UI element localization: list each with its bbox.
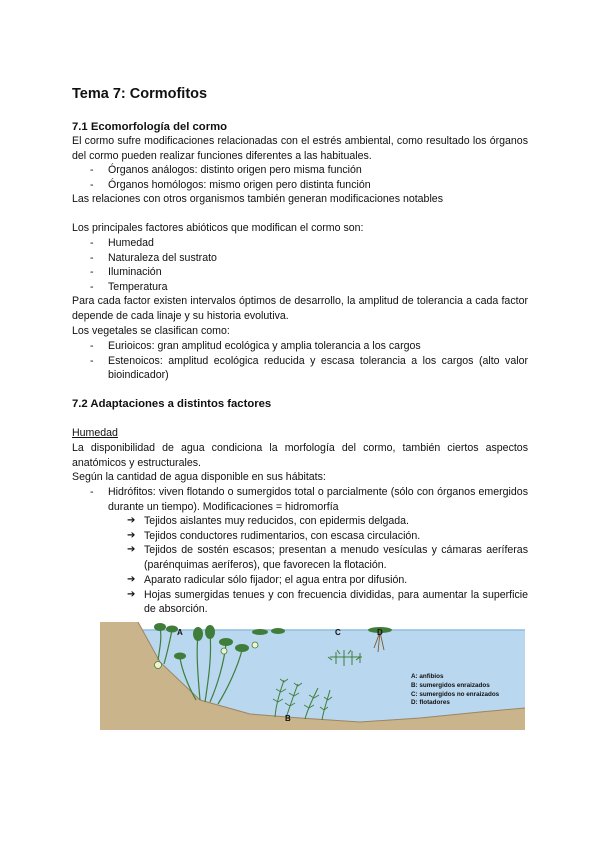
relations-text: Las relaciones con otros organismos también generan modificaciones notables <box>72 193 443 205</box>
modifications-list <box>127 514 528 617</box>
classes-list <box>90 339 528 383</box>
list-item: - Órganos análogos: distinto origen pero misma función <box>90 163 528 178</box>
figure-letter-a: A <box>177 628 183 637</box>
section-1-heading: 7.1 Ecomorfología del cormo <box>72 121 228 133</box>
legend-item: A: anfibios <box>411 673 444 680</box>
list-item: - Iluminación <box>90 265 528 280</box>
list-item: ➔ Tejidos de sostén escasos; presentan a menudo vesículas y cámaras aeríferas (parénquimas aeríferos), que favorecen la flotación. <box>127 543 528 572</box>
figure-letter-b: B <box>285 714 291 723</box>
tolerance-text: Para cada factor existen intervalos óptimos de desarrollo, la amplitud de tolerancia a cada factor depende de cada linaje y su historia evolutiva. <box>72 295 528 322</box>
list-item: - Hidrófitos: viven flotando o sumergidos total o parcialmente (sólo con órganos emergidos durante un tiempo). Modificaciones = hidromorfía <box>90 485 528 514</box>
list-item: - Temperatura <box>90 280 528 295</box>
list-item: ➔ Tejidos conductores rudimentarios, con escasa circulación. <box>127 529 528 544</box>
legend-item: C: sumergidos no enraizados <box>411 690 500 698</box>
list-item: ➔ Tejidos aislantes muy reducidos, con epidermis delgada. <box>127 514 528 529</box>
humidity-intro: La disponibilidad de agua condiciona la morfología del cormo, también ciertos aspectos anatómicos y estructurales. <box>72 442 528 469</box>
legend-item: D: flotadores <box>411 699 450 707</box>
list-item: ➔ Aparato radicular sólo fijador; el agua entra por difusión. <box>127 573 528 588</box>
page-title: Tema 7: Cormofitos <box>72 86 208 102</box>
humidity-subheading: Humedad <box>72 427 118 439</box>
figure-legend <box>411 673 499 708</box>
list-item: - Humedad <box>90 236 528 251</box>
hydrophytes-list <box>90 485 528 514</box>
availability-text: Según la cantidad de agua disponible en sus hábitats: <box>72 471 326 483</box>
section-1-intro: El cormo sufre modificaciones relacionadas con el estrés ambiental, como resultado los órganos del cormo pueden realizar funciones diferentes a las habituales. <box>72 135 528 162</box>
classify-intro: Los vegetales se clasifican como: <box>72 325 230 337</box>
factors-intro: Los principales factores abióticos que modifican el cormo son: <box>72 222 364 234</box>
figure-letter-c: C <box>335 628 341 637</box>
legend-item: B: sumergidos enraizados <box>411 681 490 689</box>
list-item: - Órganos homólogos: mismo origen pero distinta función <box>90 178 528 193</box>
list-item: - Estenoicos: amplitud ecológica reducida y escasa tolerancia a los cargos (alto valor bioindicador) <box>90 354 528 383</box>
section-2-heading: 7.2 Adaptaciones a distintos factores <box>72 398 272 410</box>
list-item: ➔ Hojas sumergidas tenues y con frecuencia divididas, para aumentar la superficie de absorción. <box>127 588 528 617</box>
list-item: - Naturaleza del sustrato <box>90 251 528 266</box>
list-item: - Eurioicos: gran amplitud ecológica y amplia tolerancia a los cargos <box>90 339 528 354</box>
factors-list <box>90 236 528 295</box>
organs-list <box>90 163 528 192</box>
figure-letter-d: D <box>377 628 383 637</box>
